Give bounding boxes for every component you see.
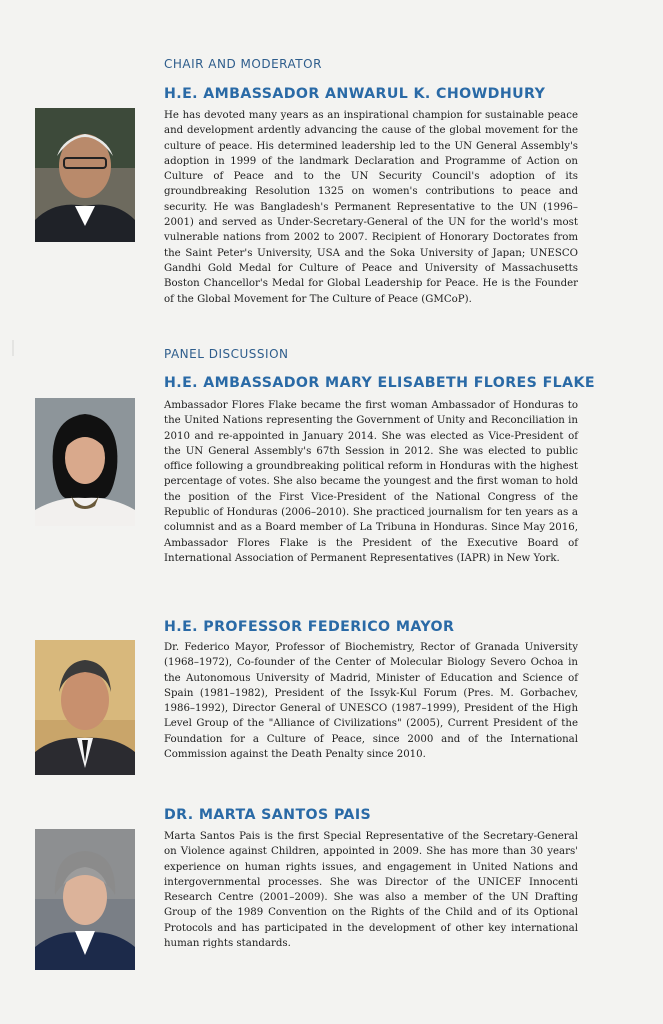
speaker-bio-chowdhury: He has devoted many years as an inspirational champion for sustainable peace and development ardently advancing the cause of the global movement for the culture of peace. His determined leadership led to the UN General Assembly's adoption in 1999 of the landmark Declaration and Programme of Action on Culture of Peace and to the UN Security Council's adoption of its groundbreaking Resolution 1325 on women's contributions to peace and security. He was Bangladesh's Permanent Representative to the UN (1996–2001) and served as Under-Secretary-General of the UN for the world's most vulnerable nations from 2002 to 2007. Recipient of Honorary Doctorates from the Saint Peter's University, USA and the Soka University of Japan; UNESCO Gandhi Gold Medal for Culture of Peace and University of Massachusetts Boston Chancellor's Medal for Global Leadership for Peace. He is the Founder of the Global Movement for The Culture of Peace (GMCoP). xyxy=(164,110,578,305)
chair-section-label: CHAIR AND MODERATOR xyxy=(164,57,322,71)
speaker-name-mayor: H.E. PROFESSOR FEDERICO MAYOR xyxy=(164,619,455,635)
portrait-mayor xyxy=(35,640,135,775)
portrait-chowdhury xyxy=(35,108,135,242)
speaker-bio-flores-flake: Ambassador Flores Flake became the first woman Ambassador of Honduras to the United Nations representing the Government of Unity and Reconciliation in 2010 and re-appointed in January 2014. She was elected as Vice-President of the UN General Assembly's 67th Session in 2012. She was elected to public office following a groundbreaking political reform in Honduras with the highest percentage of votes. She also became the youngest and the first woman to hold the position of the First Vice-President of the National Congress of the Republic of Honduras (2006–2010). She practiced journalism for ten years as a columnist and as a Board member of La Tribuna in Honduras. Since May 2016, Ambassador Flores Flake is the President of the Executive Board of International Association of Permanent Representatives (IAPR) in New York. xyxy=(164,400,578,564)
portrait-flores-flake xyxy=(35,398,135,526)
speaker-name-santos-pais: DR. MARTA SANTOS PAIS xyxy=(164,807,372,823)
margin-mark xyxy=(12,340,14,356)
speaker-bio-mayor: Dr. Federico Mayor, Professor of Biochemistry, Rector of Granada University (1968–1972), Co-founder of the Center of Molecular Biology Severo Ochoa in the Autonomous University of Madrid, Minister of Education and Science of Spain (1981–1982), President of the Issyk-Kul Forum (Pres. M. Gorbachev, 1986–1992), Director General of UNESCO (1987–1999), President of the High Level Group of the "Alliance of Civilizations" (2005), Current President of the Foundation for a Culture of Peace, since 2000 and of the International Commission against the Death Penalty since 2010. xyxy=(164,642,578,761)
speaker-name-chowdhury: H.E. AMBASSADOR ANWARUL K. CHOWDHURY xyxy=(164,86,546,102)
panel-section-label: PANEL DISCUSSION xyxy=(164,347,289,361)
speaker-name-flores-flake: H.E. AMBASSADOR MARY ELISABETH FLORES FLAKE xyxy=(164,375,595,391)
portrait-santos-pais xyxy=(35,829,135,970)
speaker-bio-santos-pais: Marta Santos Pais is the first Special Representative of the Secretary-General on Violence against Children, appointed in 2009. She has more than 30 years' experience on human rights issues, and engagement in United Nations and intergovernmental processes. She was Director of the UNICEF Innocenti Research Centre (2001–2009). She was also a member of the UN Drafting Group of the 1989 Convention on the Rights of the Child and of its Optional Protocols and has participated in the development of other key international human rights standards. xyxy=(164,831,578,950)
